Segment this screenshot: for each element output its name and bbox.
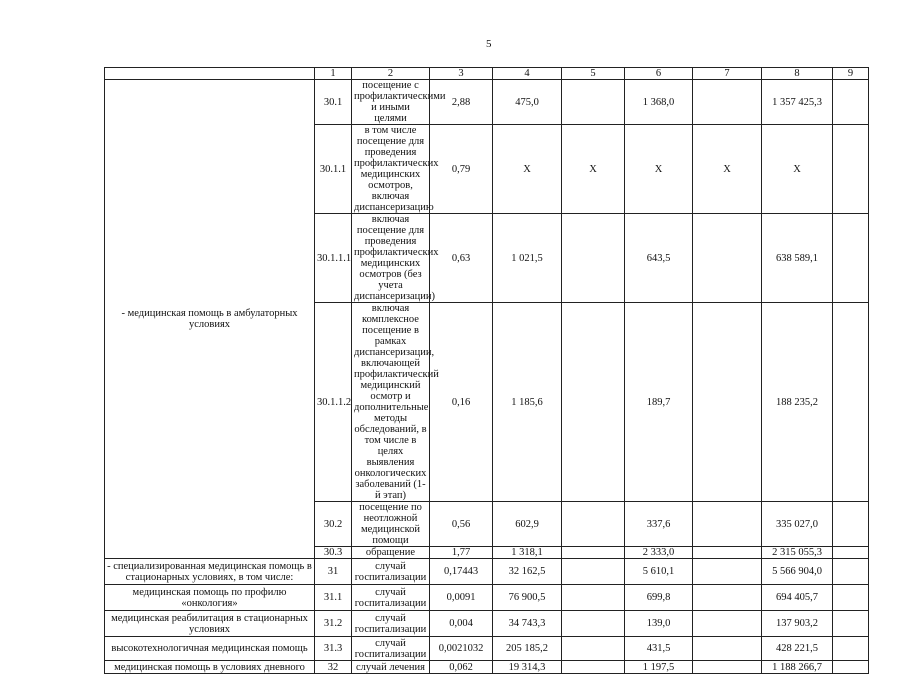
row-label: медицинская помощь в условиях дневного	[105, 661, 315, 674]
cell-col9	[833, 547, 869, 559]
header-cell: 6	[625, 68, 693, 80]
cell-col4: 205 185,2	[493, 637, 562, 661]
cell-col3: 1,77	[430, 547, 493, 559]
header-cell: 5	[562, 68, 625, 80]
data-table	[104, 67, 869, 674]
cell-col6: 337,6	[625, 502, 693, 547]
header-cell: 7	[693, 68, 762, 80]
cell-col3: 0,63	[430, 214, 493, 303]
cell-col6: 139,0	[625, 611, 693, 637]
cell-col8: 1 188 266,7	[762, 661, 833, 674]
table-row	[105, 80, 869, 125]
header-cell: 2	[352, 68, 430, 80]
row-label: медицинская реабилитация в стационарных условиях	[105, 611, 315, 637]
cell-col5	[562, 611, 625, 637]
cell-col9	[833, 559, 869, 585]
cell-col7	[693, 585, 762, 611]
cell-col8: 694 405,7	[762, 585, 833, 611]
cell-col7	[693, 559, 762, 585]
header-cell: 1	[315, 68, 352, 80]
cell-col5: Х	[562, 125, 625, 214]
cell-col4: 475,0	[493, 80, 562, 125]
cell-col9	[833, 502, 869, 547]
cell-col3: 0,0021032	[430, 637, 493, 661]
header-cell: 3	[430, 68, 493, 80]
cell-col9	[833, 585, 869, 611]
header-cell-blank	[105, 68, 315, 80]
cell-col8: 137 903,2	[762, 611, 833, 637]
cell-col5	[562, 547, 625, 559]
cell-col8: 638 589,1	[762, 214, 833, 303]
cell-col7	[693, 661, 762, 674]
cell-col7	[693, 637, 762, 661]
cell-col9	[833, 80, 869, 125]
cell-col5	[562, 502, 625, 547]
cell-col6: 1 368,0	[625, 80, 693, 125]
cell-col5	[562, 303, 625, 502]
cell-col8: 428 221,5	[762, 637, 833, 661]
cell-col3: 0,16	[430, 303, 493, 502]
row-label: - специализированная медицинская помощь в стационарных условиях, в том числе:	[105, 559, 315, 585]
cell-col5	[562, 661, 625, 674]
cell-col6: 699,8	[625, 585, 693, 611]
cell-col6: 2 333,0	[625, 547, 693, 559]
cell-col5	[562, 559, 625, 585]
cell-col3: 0,062	[430, 661, 493, 674]
row-label: медицинская помощь по профилю «онкология»	[105, 585, 315, 611]
cell-col3: 0,56	[430, 502, 493, 547]
page-number: 5	[486, 38, 492, 50]
cell-col9	[833, 303, 869, 502]
row-unit: включая комплексное посещение в рамках диспансеризации, включающей профилактический медицинский осмотр и дополнительные методы обследований, в том числе в целях выявления онкологических заболеваний (1-й этап)	[352, 303, 430, 502]
cell-col9	[833, 125, 869, 214]
row-code: 30.1	[315, 80, 352, 125]
cell-col6: 431,5	[625, 637, 693, 661]
row-unit: обращение	[352, 547, 430, 559]
header-cell: 4	[493, 68, 562, 80]
cell-col7	[693, 547, 762, 559]
cell-col4: Х	[493, 125, 562, 214]
table-row	[105, 585, 869, 611]
cell-col3: 0,17443	[430, 559, 493, 585]
table-row	[105, 661, 869, 674]
cell-col7	[693, 214, 762, 303]
row-code: 31.2	[315, 611, 352, 637]
row-label: высокотехнологичная медицинская помощь	[105, 637, 315, 661]
row-code: 30.1.1.1	[315, 214, 352, 303]
row-unit: включая посещение для проведения профилактических медицинских осмотров (без учета диспансеризации)	[352, 214, 430, 303]
row-unit: случай госпитализации	[352, 637, 430, 661]
cell-col7	[693, 80, 762, 125]
row-code: 32	[315, 661, 352, 674]
row-unit: посещение по неотложной медицинской помощи	[352, 502, 430, 547]
row-code: 30.3	[315, 547, 352, 559]
cell-col5	[562, 214, 625, 303]
cell-col4: 602,9	[493, 502, 562, 547]
header-cell: 8	[762, 68, 833, 80]
cell-col6: 1 197,5	[625, 661, 693, 674]
cell-col9	[833, 214, 869, 303]
row-code: 31	[315, 559, 352, 585]
cell-col3: 0,0091	[430, 585, 493, 611]
cell-col3: 2,88	[430, 80, 493, 125]
row-code: 30.1.1	[315, 125, 352, 214]
table-row	[105, 637, 869, 661]
ambulatory-label: - медицинская помощь в амбулаторных условиях	[105, 80, 315, 559]
cell-col4: 32 162,5	[493, 559, 562, 585]
row-code: 30.2	[315, 502, 352, 547]
cell-col6: Х	[625, 125, 693, 214]
row-code: 31.3	[315, 637, 352, 661]
cell-col7	[693, 502, 762, 547]
cell-col5	[562, 637, 625, 661]
cell-col5	[562, 80, 625, 125]
cell-col4: 76 900,5	[493, 585, 562, 611]
cell-col9	[833, 637, 869, 661]
row-unit: случай лечения	[352, 661, 430, 674]
row-unit: в том числе посещение для проведения профилактических медицинских осмотров, включая диспансеризацию	[352, 125, 430, 214]
cell-col4: 1 318,1	[493, 547, 562, 559]
row-unit: случай госпитализации	[352, 585, 430, 611]
cell-col6: 189,7	[625, 303, 693, 502]
cell-col9	[833, 661, 869, 674]
row-code: 30.1.1.2	[315, 303, 352, 502]
cell-col6: 5 610,1	[625, 559, 693, 585]
cell-col7	[693, 303, 762, 502]
row-unit: посещение с профилактическими и иными целями	[352, 80, 430, 125]
table-row	[105, 611, 869, 637]
cell-col8: 5 566 904,0	[762, 559, 833, 585]
cell-col5	[562, 585, 625, 611]
cell-col4: 1 185,6	[493, 303, 562, 502]
row-unit: случай госпитализации	[352, 559, 430, 585]
cell-col3: 0,79	[430, 125, 493, 214]
cell-col8: 188 235,2	[762, 303, 833, 502]
cell-col8: Х	[762, 125, 833, 214]
cell-col7: Х	[693, 125, 762, 214]
cell-col4: 19 314,3	[493, 661, 562, 674]
cell-col6: 643,5	[625, 214, 693, 303]
cell-col4: 1 021,5	[493, 214, 562, 303]
header-cell: 9	[833, 68, 869, 80]
cell-col8: 335 027,0	[762, 502, 833, 547]
row-code: 31.1	[315, 585, 352, 611]
cell-col3: 0,004	[430, 611, 493, 637]
cell-col9	[833, 611, 869, 637]
header-row	[105, 68, 869, 80]
row-unit: случай госпитализации	[352, 611, 430, 637]
cell-col8: 1 357 425,3	[762, 80, 833, 125]
cell-col4: 34 743,3	[493, 611, 562, 637]
cell-col7	[693, 611, 762, 637]
cell-col8: 2 315 055,3	[762, 547, 833, 559]
table-row	[105, 559, 869, 585]
